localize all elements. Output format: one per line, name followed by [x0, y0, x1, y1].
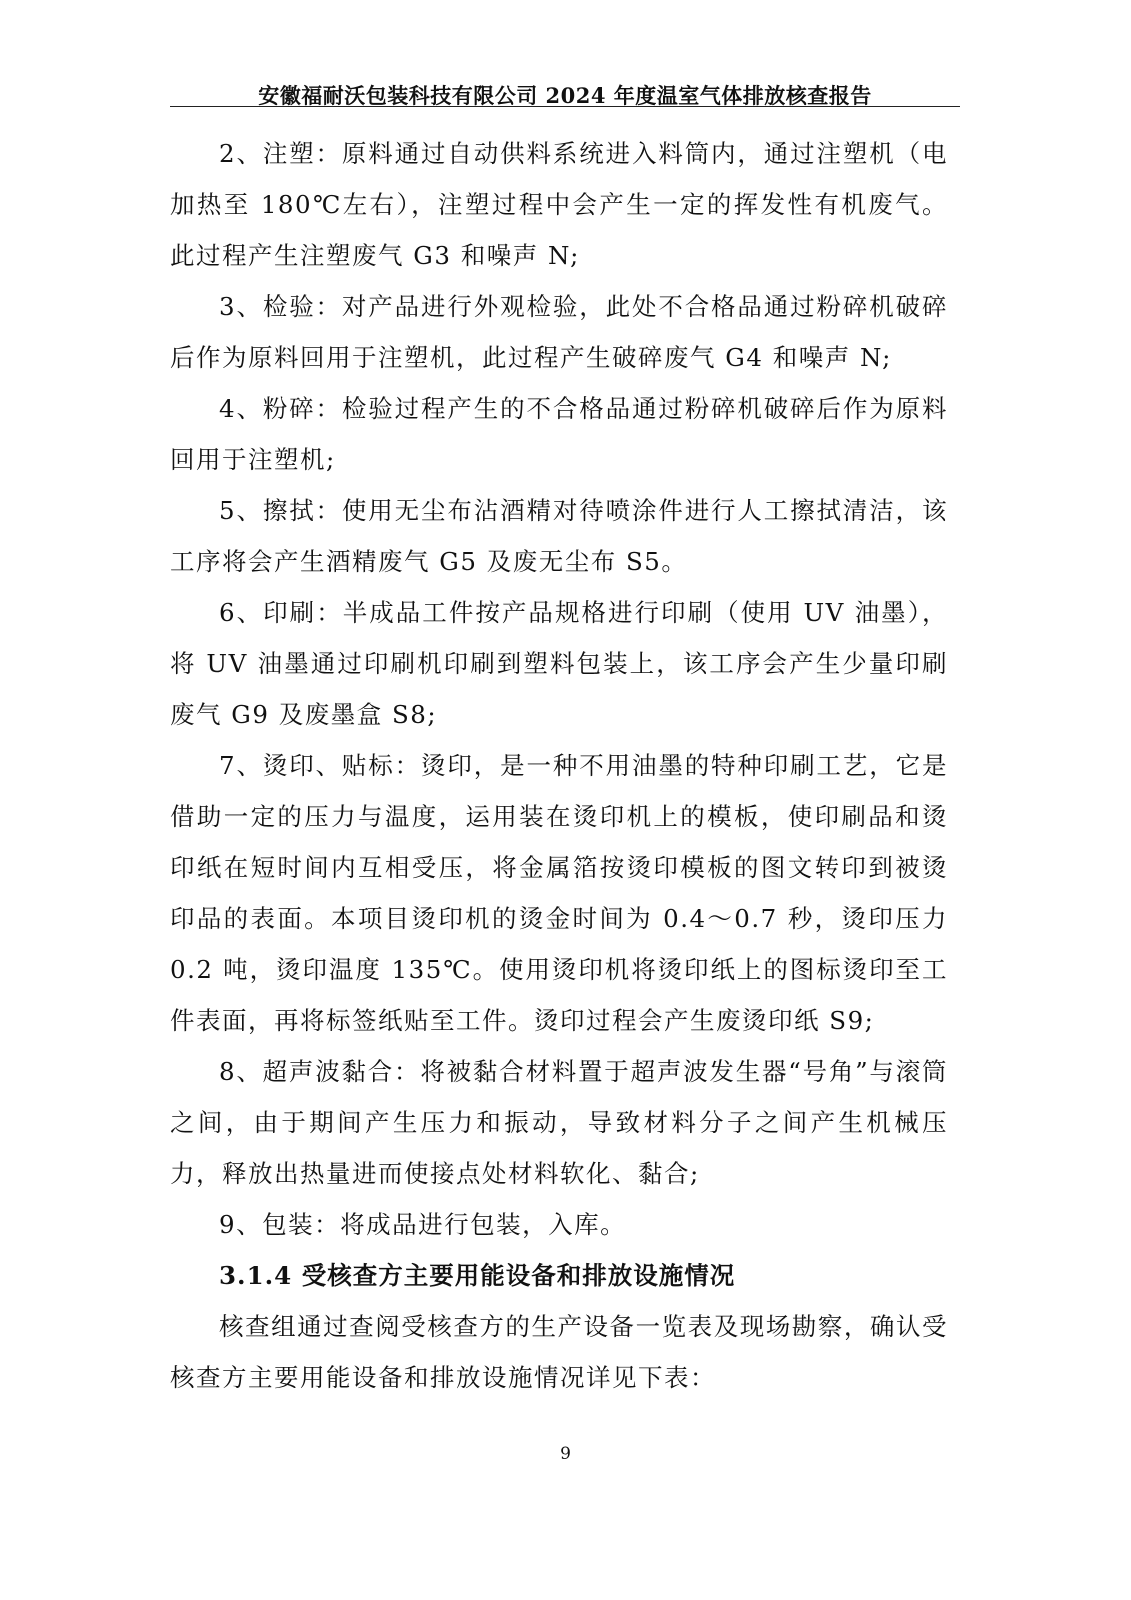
- paragraph-hot-stamping: 7、烫印、贴标：烫印，是一种不用油墨的特种印刷工艺，它是借助一定的压力与温度，运用装在烫印机上的模板，使印刷品和烫印纸在短时间内互相受压，将金属箔按烫印模板的图文转印到被烫印品的表面。本项目烫印机的烫金时间为 0.4～0.7 秒，烫印压力 0.2 吨，烫印温度 135℃。使用烫印机将烫印纸上的图标烫印至工件表面，再将标签纸贴至工件。烫印过程会产生废烫印纸 S9;: [170, 751, 948, 1035]
- section-paragraph: 核查组通过查阅受核查方的生产设备一览表及现场勘察，确认受核查方主要用能设备和排放设施情况详见下表：: [170, 1312, 948, 1392]
- paragraph-crushing: 4、粉碎：检验过程产生的不合格品通过粉碎机破碎后作为原料回用于注塑机;: [170, 394, 948, 474]
- document-body: [170, 128, 948, 1403]
- header-divider: [170, 106, 960, 107]
- paragraph-packaging: 9、包装：将成品进行包装，入库。: [219, 1210, 627, 1239]
- page-number: 9: [560, 1444, 571, 1464]
- paragraph-inspection: 3、检验：对产品进行外观检验，此处不合格品通过粉碎机破碎后作为原料回用于注塑机，此过程产生破碎废气 G4 和噪声 N;: [170, 292, 948, 372]
- paragraph-ultrasonic-bonding: 8、超声波黏合：将被黏合材料置于超声波发生器“号角”与滚筒之间，由于期间产生压力和振动，导致材料分子之间产生机械压力，释放出热量进而使接点处材料软化、黏合;: [170, 1057, 948, 1188]
- section-heading: 3.1.4 受核查方主要用能设备和排放设施情况: [219, 1261, 736, 1290]
- paragraph-printing: 6、印刷：半成品工件按产品规格进行印刷（使用 UV 油墨），将 UV 油墨通过印刷机印刷到塑料包装上，该工序会产生少量印刷废气 G9 及废墨盒 S8;: [170, 598, 948, 729]
- paragraph-injection-molding: 2、注塑：原料通过自动供料系统进入料筒内，通过注塑机（电加热至 180℃左右），注塑过程中会产生一定的挥发性有机废气。此过程产生注塑废气 G3 和噪声 N;: [170, 139, 948, 270]
- paragraph-wiping: 5、擦拭：使用无尘布沾酒精对待喷涂件进行人工擦拭清洁，该工序将会产生酒精废气 G5 及废无尘布 S5。: [170, 496, 948, 576]
- report-header-title: 安徽福耐沃包装科技有限公司 2024 年度温室气体排放核查报告: [258, 83, 872, 108]
